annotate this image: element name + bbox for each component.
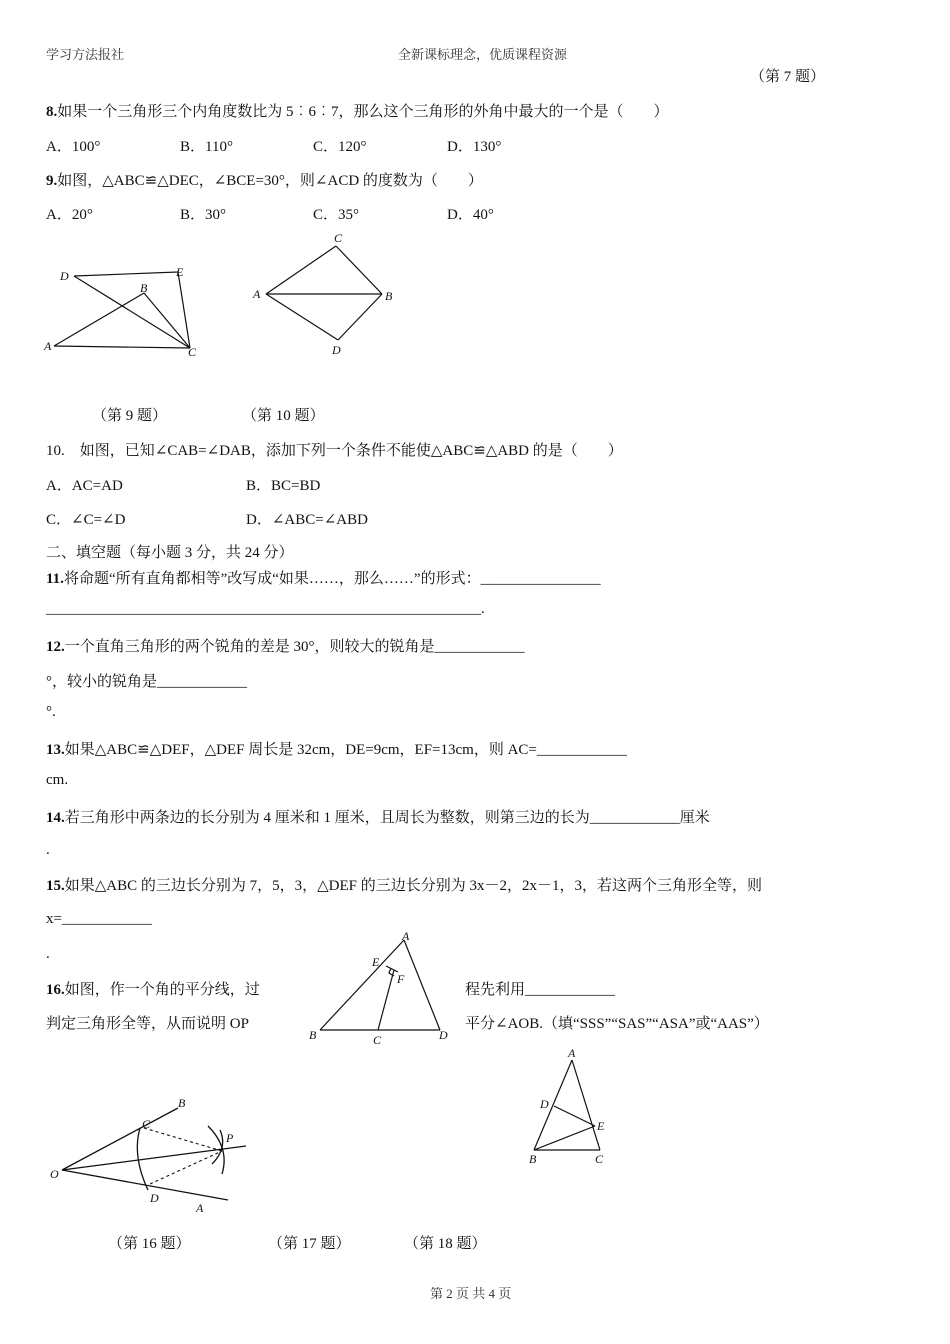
label-a: A	[253, 287, 261, 301]
label-c: C	[334, 231, 343, 245]
question-text: 若三角形中两条边的长分别为 4 厘米和 1 厘米，且周长为整数，则第三边的长为____________厘米	[64, 810, 710, 826]
label-e: E	[597, 1119, 605, 1133]
caption-q18: （第 18 题）	[404, 1236, 487, 1252]
question-16-line-2: 判定三角形全等，从而说明 OP	[46, 1016, 249, 1032]
section-heading: 二、填空题（每小题 3 分，共 24 分）	[46, 545, 294, 561]
label-a: A	[568, 1046, 576, 1060]
question-text: 如果△ABC≌△DEF，△DEF 周长是 32cm，DE=9cm，EF=13cm，则 AC=____________	[64, 742, 627, 758]
q10-option-d: D．∠ABC=∠ABD	[246, 512, 368, 528]
q9-option-d: D．40°	[447, 207, 494, 223]
label-p: P	[226, 1131, 234, 1145]
label-d: D	[60, 269, 69, 283]
caption-q9: （第 9 题）	[92, 408, 168, 424]
label-e: E	[372, 955, 380, 969]
header-slogan: 全新课标理念，优质课程资源	[398, 47, 568, 62]
question-text: 将命题“所有直角都相等”改写成“如果……，那么……”的形式：________________	[63, 571, 601, 587]
question-10: 10. 如图，已知∠CAB=∠DAB，添加下列一个条件不能使△ABC≌△ABD 的是（ ）	[46, 443, 623, 459]
question-16	[46, 978, 260, 999]
q13-line-2: cm.	[46, 772, 69, 788]
label-b: B	[529, 1152, 537, 1166]
q8-option-a: A．100°	[46, 139, 101, 155]
label-c: C	[142, 1117, 151, 1131]
question-number: 12.	[46, 639, 65, 655]
q15-line-3: .	[46, 946, 50, 962]
question-9	[46, 169, 483, 190]
q12-line-3: °.	[46, 704, 56, 720]
question-number: 8.	[46, 104, 58, 120]
q9-option-a: A．20°	[46, 207, 93, 223]
question-text: 如图，作一个角的平分线，过	[64, 982, 260, 998]
label-a: A	[44, 339, 52, 353]
question-13	[46, 738, 627, 759]
q14-line-2: .	[46, 842, 50, 858]
label-c: C	[188, 345, 197, 359]
q15-line-2: x=____________	[46, 911, 152, 927]
figure-18	[522, 1044, 622, 1168]
q8-option-b: B．110°	[180, 139, 233, 155]
header-publisher: 学习方法报社	[46, 47, 125, 62]
question-number: 13.	[46, 742, 65, 758]
question-text: 一个直角三角形的两个锐角的差是 30°，则较大的锐角是____________	[64, 639, 525, 655]
question-16-continued: 程先利用____________	[465, 982, 616, 998]
question-number: 16.	[46, 982, 65, 998]
figure-16	[44, 1090, 254, 1220]
label-b: B	[385, 289, 393, 303]
question-16-line-2-continued: 平分∠AOB.（填“SSS”“SAS”“ASA”或“AAS”）	[465, 1016, 769, 1032]
label-d: D	[150, 1191, 159, 1205]
figure-17	[300, 926, 460, 1050]
question-11	[46, 567, 601, 588]
label-d: D	[332, 343, 341, 357]
label-a: A	[196, 1201, 204, 1215]
question-text: 如果一个三角形三个内角度数比为 5︰6︰7，那么这个三角形的外角中最大的一个是（ ）	[57, 104, 669, 120]
q10-option-b: B．BC=BD	[246, 478, 321, 494]
caption-q7: （第 7 题）	[750, 69, 826, 85]
caption-q10: （第 10 题）	[242, 408, 325, 424]
label-c: C	[595, 1152, 604, 1166]
question-12	[46, 635, 525, 656]
label-e: E	[176, 265, 184, 279]
q8-option-d: D．130°	[447, 139, 502, 155]
q9-option-c: C．35°	[313, 207, 360, 223]
label-b: B	[309, 1028, 317, 1042]
question-number: 14.	[46, 810, 65, 826]
question-15	[46, 874, 762, 895]
question-text: 如果△ABC 的三边长分别为 7，5，3，△DEF 的三边长分别为 3x－2，2x－1，3，若这两个三角形全等，则	[64, 878, 763, 894]
figure-10	[248, 228, 398, 360]
figure-9	[40, 262, 210, 362]
question-14	[46, 806, 710, 827]
question-8	[46, 100, 669, 121]
answer-blank-line: __________________________________________________________.	[46, 601, 485, 617]
page-footer: 第 2 页 共 4 页	[430, 1286, 512, 1301]
label-d: D	[439, 1028, 448, 1042]
label-b: B	[140, 281, 148, 295]
label-c: C	[373, 1033, 382, 1047]
label-d: D	[540, 1097, 549, 1111]
question-number: 11.	[46, 571, 64, 587]
label-f: F	[397, 972, 405, 986]
question-number: 15.	[46, 878, 65, 894]
label-b: B	[178, 1096, 186, 1110]
label-o: O	[50, 1167, 59, 1181]
caption-q17: （第 17 题）	[268, 1236, 351, 1252]
label-a: A	[402, 929, 410, 943]
q8-option-c: C．120°	[313, 139, 367, 155]
question-number: 9.	[46, 173, 58, 189]
q9-option-b: B．30°	[180, 207, 227, 223]
q12-line-2: °，较小的锐角是____________	[46, 674, 247, 690]
question-text: 如图，△ABC≌△DEC，∠BCE=30°，则∠ACD 的度数为（ ）	[57, 173, 483, 189]
q10-option-a: A．AC=AD	[46, 478, 123, 494]
caption-q16: （第 16 题）	[108, 1236, 191, 1252]
q10-option-c: C．∠C=∠D	[46, 512, 126, 528]
